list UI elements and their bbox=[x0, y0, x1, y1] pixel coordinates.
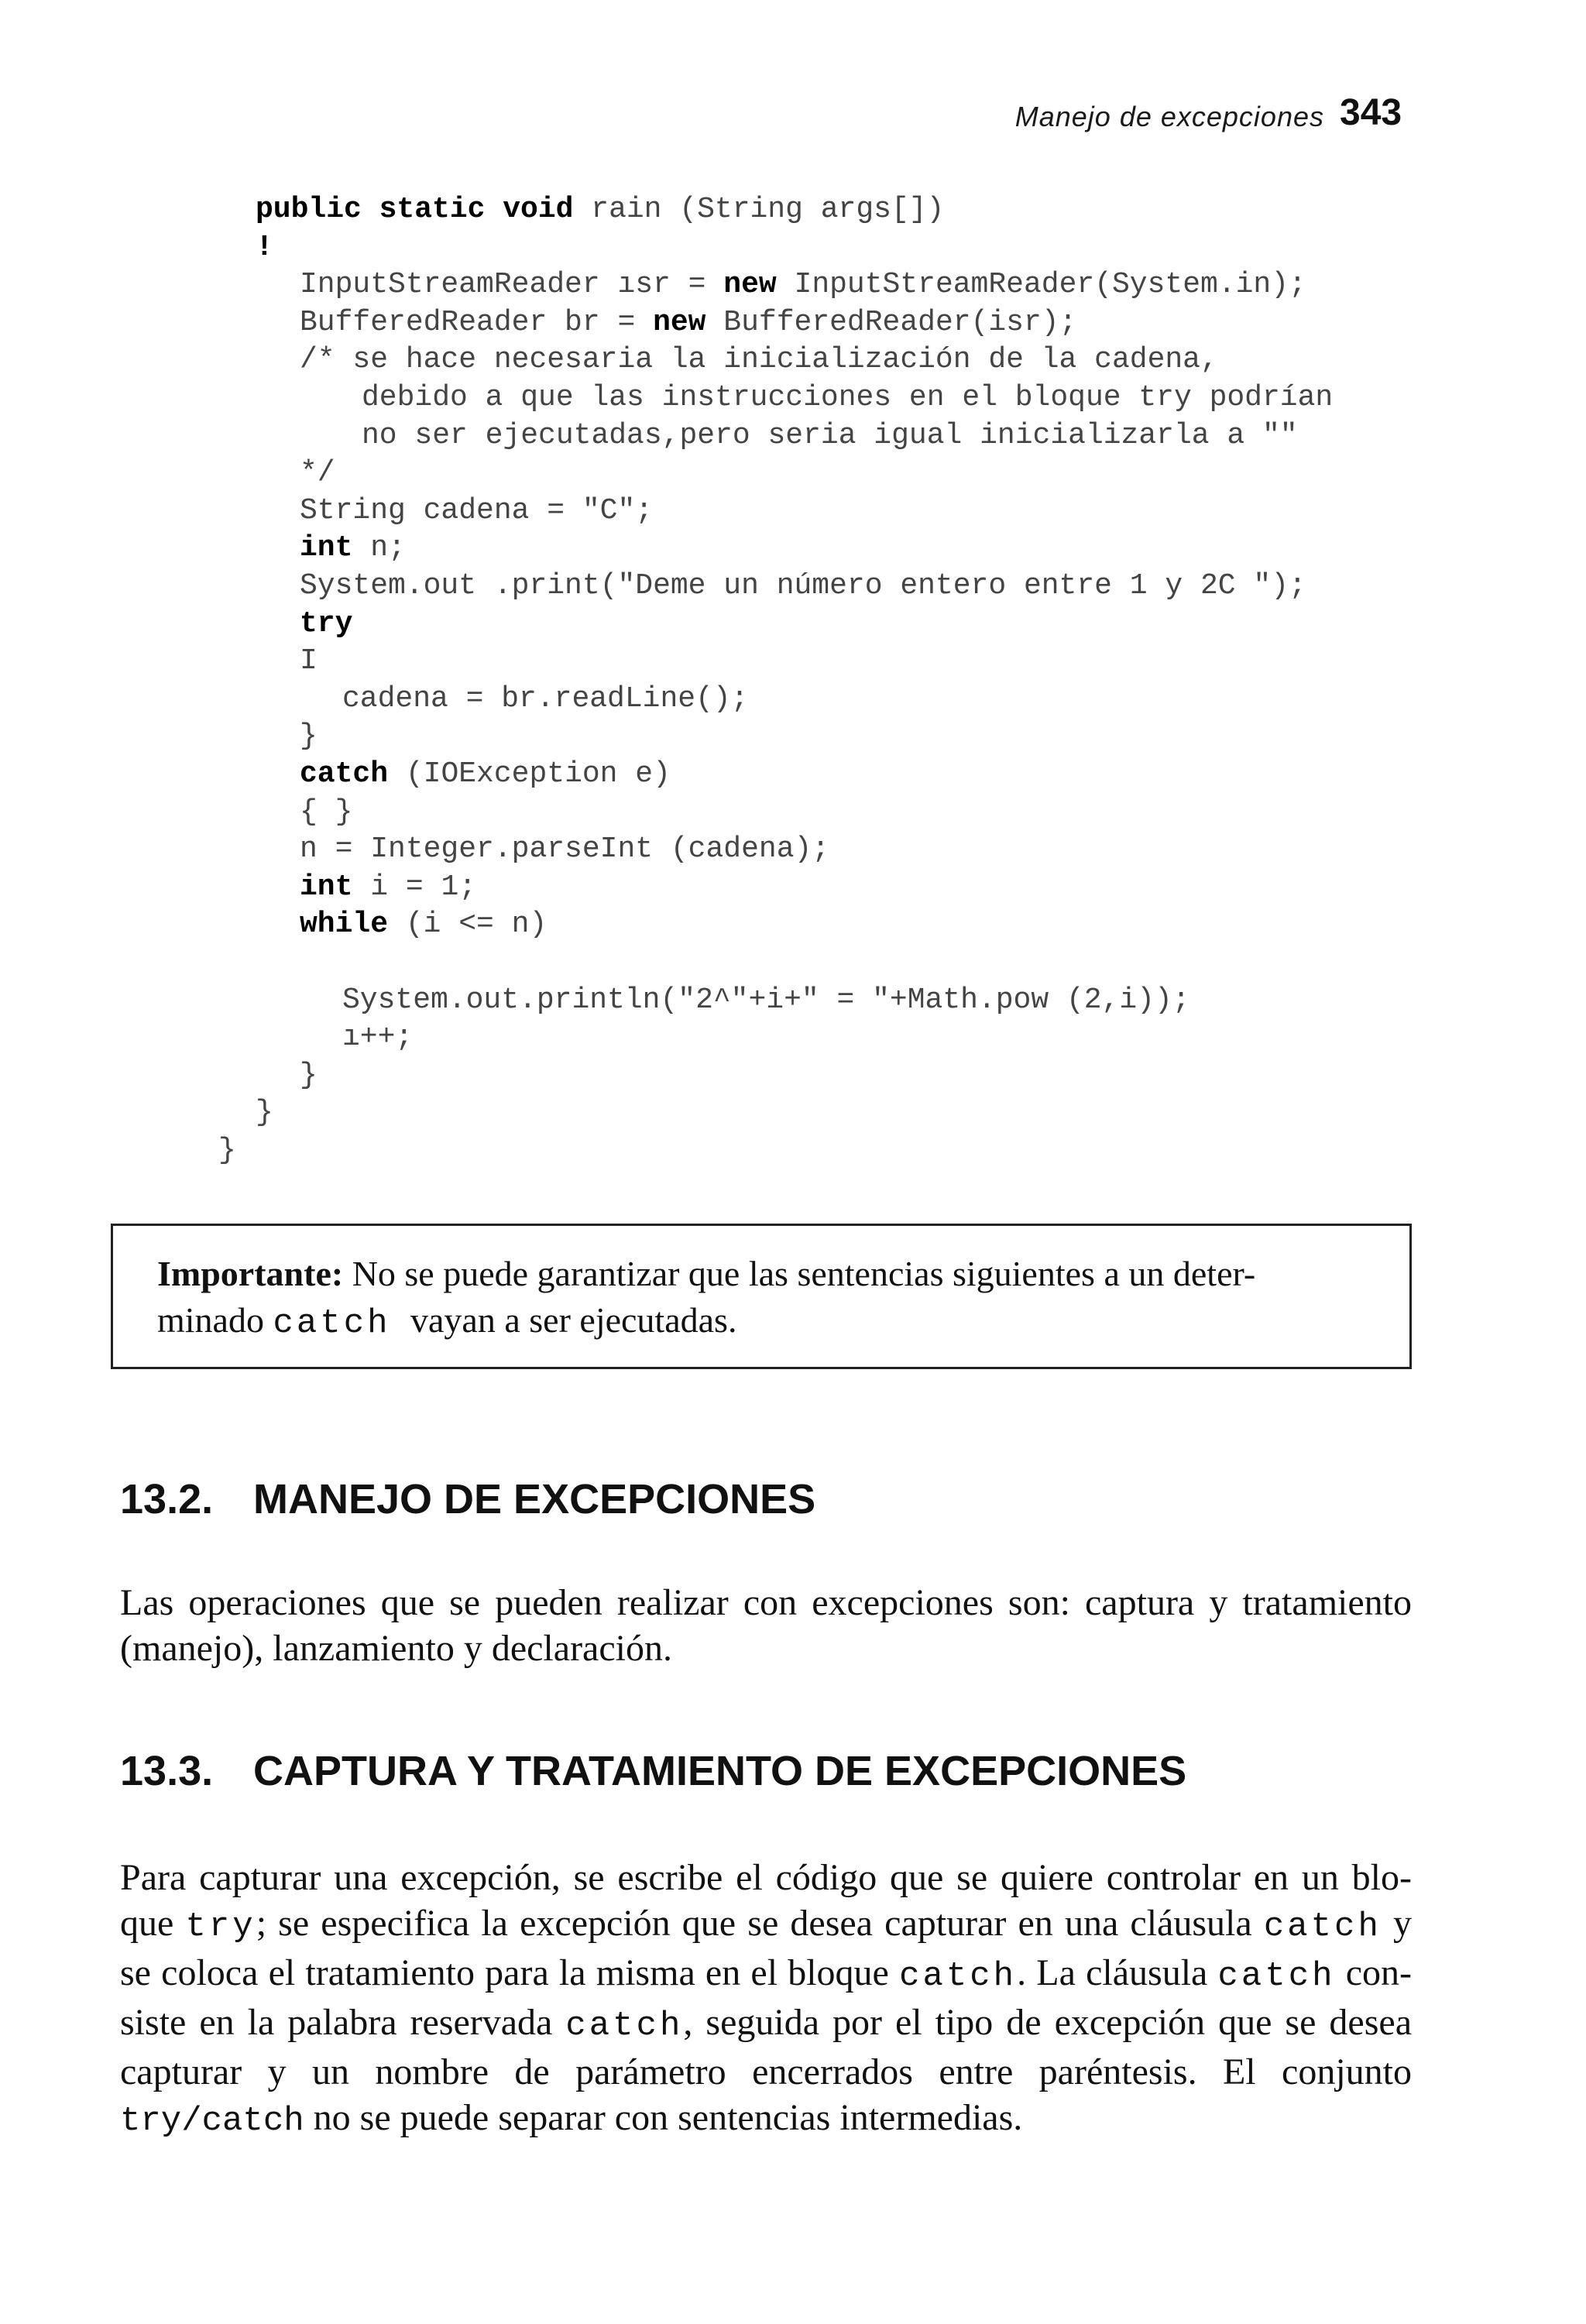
code-text: rain (String args[]) bbox=[573, 193, 945, 226]
code-text: InputStreamReader(System.in); bbox=[776, 268, 1306, 301]
code-line bbox=[300, 606, 352, 642]
code-line bbox=[300, 1058, 318, 1093]
code-text: } bbox=[218, 1134, 236, 1167]
paragraph-line: Las operaciones que se pueden realizar con excepciones son: captura y tratamiento bbox=[120, 1582, 1412, 1623]
paragraph-line bbox=[120, 2095, 1412, 2144]
code-text: { } bbox=[300, 795, 353, 829]
code-line bbox=[362, 380, 1333, 416]
inline-code: catch bbox=[1217, 1957, 1336, 1996]
code-line bbox=[362, 418, 1298, 454]
text-run: se coloca el tratamiento para la misma en el bloque bbox=[120, 1952, 889, 1993]
code-line bbox=[256, 1095, 273, 1131]
code-line bbox=[300, 644, 318, 679]
code-line bbox=[300, 493, 653, 529]
page-number: 343 bbox=[1340, 92, 1402, 133]
code-line bbox=[300, 455, 335, 491]
code-line bbox=[342, 1020, 413, 1056]
code-line bbox=[256, 230, 273, 266]
code-line bbox=[300, 757, 671, 792]
code-text: } bbox=[256, 1096, 273, 1129]
code-line bbox=[300, 795, 352, 830]
code-text: } bbox=[300, 1059, 318, 1092]
code-line bbox=[300, 719, 318, 754]
code-line bbox=[300, 342, 1218, 378]
note-text-2b: vayan a ser ejecutadas. bbox=[410, 1300, 737, 1340]
code-keyword: ! bbox=[256, 231, 273, 264]
code-line bbox=[300, 870, 476, 905]
code-keyword: public static void bbox=[256, 193, 574, 226]
note-text-line-1: No se puede garantizar que las sentencias siguientes a un deter- bbox=[352, 1254, 1256, 1293]
code-text: debido a que las instrucciones en el bloque try podrían bbox=[362, 381, 1334, 414]
inline-code: catch bbox=[565, 2006, 684, 2045]
section-13-3-paragraph bbox=[120, 1855, 1412, 2144]
code-text: n = Integer.parseInt (cadena); bbox=[300, 832, 830, 866]
code-text: */ bbox=[300, 456, 335, 489]
code-keyword: catch bbox=[300, 757, 389, 791]
code-text: BufferedReader br = bbox=[300, 306, 654, 339]
code-keyword: try bbox=[300, 607, 353, 640]
code-text: System.out.println("2^"+i+" = "+Math.pow (2,i)); bbox=[342, 983, 1190, 1017]
paragraph-line bbox=[120, 1900, 1412, 1950]
code-line bbox=[300, 832, 829, 867]
code-line bbox=[342, 681, 749, 717]
text-run: , seguida por el tipo de excepción que se desea bbox=[683, 2002, 1412, 2043]
text-run: que bbox=[120, 1903, 174, 1944]
code-line bbox=[256, 192, 944, 228]
section-title: CAPTURA Y TRATAMIENTO DE EXCEPCIONES bbox=[253, 1748, 1187, 1794]
text-run: y bbox=[1393, 1903, 1413, 1944]
code-text: InputStreamReader ısr = bbox=[300, 268, 724, 301]
code-line bbox=[300, 907, 547, 942]
code-text: no ser ejecutadas,pero seria igual inicializarla a "" bbox=[362, 419, 1298, 452]
code-text: I bbox=[300, 644, 318, 678]
paragraph-line bbox=[120, 1950, 1412, 2000]
text-run: ; se especifica la excepción que se desea capturar en una cláusula bbox=[256, 1903, 1252, 1944]
section-number: 13.3. bbox=[120, 1748, 214, 1794]
section-title: MANEJO DE EXCEPCIONES bbox=[253, 1476, 816, 1522]
code-keyword: while bbox=[300, 908, 389, 941]
code-line bbox=[300, 530, 406, 566]
section-number: 13.2. bbox=[120, 1476, 214, 1522]
note-box bbox=[111, 1224, 1412, 1369]
running-header-title: Manejo de excepciones bbox=[1014, 101, 1324, 132]
code-text: (IOException e) bbox=[388, 757, 671, 791]
text-run: con- bbox=[1345, 1952, 1413, 1993]
note-inline-code: catch bbox=[273, 1304, 391, 1343]
code-line bbox=[300, 568, 1306, 604]
inline-code: try bbox=[185, 1907, 256, 1946]
code-text: String cadena = "C"; bbox=[300, 494, 654, 527]
note-label: Importante: bbox=[157, 1254, 344, 1293]
code-keyword: int bbox=[300, 531, 353, 565]
text-run: no se puede separar con sentencias intermedias. bbox=[313, 2097, 1023, 2138]
code-keyword: new bbox=[723, 268, 777, 301]
code-text: cadena = br.readLine(); bbox=[342, 682, 749, 716]
paragraph-line: Para capturar una excepción, se escribe el código que se quiere controlar en un blo- bbox=[120, 1857, 1412, 1898]
code-line bbox=[218, 1133, 236, 1169]
code-text: (i <= n) bbox=[388, 908, 548, 941]
text-run: siste en la palabra reservada bbox=[120, 2002, 553, 2043]
code-text: ı++; bbox=[342, 1021, 414, 1054]
code-line bbox=[342, 983, 1190, 1018]
code-text: System.out .print("Deme un número entero entre 1 y 2C "); bbox=[300, 569, 1306, 602]
code-text: } bbox=[300, 719, 318, 753]
code-keyword: int bbox=[300, 870, 353, 904]
code-text: BufferedReader(isr); bbox=[705, 306, 1077, 339]
paragraph-line: (manejo), lanzamiento y declaración. bbox=[120, 1628, 672, 1669]
code-line bbox=[300, 305, 1076, 341]
paragraph-line bbox=[120, 2000, 1412, 2049]
note-text-2a: minado bbox=[157, 1300, 264, 1340]
code-text: i = 1; bbox=[352, 870, 477, 904]
section-heading-13-2 bbox=[120, 1475, 815, 1523]
paragraph-line: capturar y un nombre de parámetro encerrados entre paréntesis. El conjunto bbox=[120, 2051, 1412, 2092]
text-run: . La cláusula bbox=[1017, 1952, 1208, 1993]
code-keyword: new bbox=[653, 306, 706, 339]
code-line bbox=[300, 267, 1306, 303]
inline-code: try/catch bbox=[120, 2102, 304, 2140]
inline-code: catch bbox=[1263, 1907, 1382, 1946]
code-text: /* se hace necesaria la inicialización de la cadena, bbox=[300, 343, 1218, 376]
note-text bbox=[157, 1251, 1365, 1347]
section-13-2-paragraph bbox=[120, 1580, 1412, 1671]
code-text: n; bbox=[352, 531, 406, 565]
section-heading-13-3 bbox=[120, 1747, 1186, 1795]
inline-code: catch bbox=[899, 1957, 1018, 1996]
